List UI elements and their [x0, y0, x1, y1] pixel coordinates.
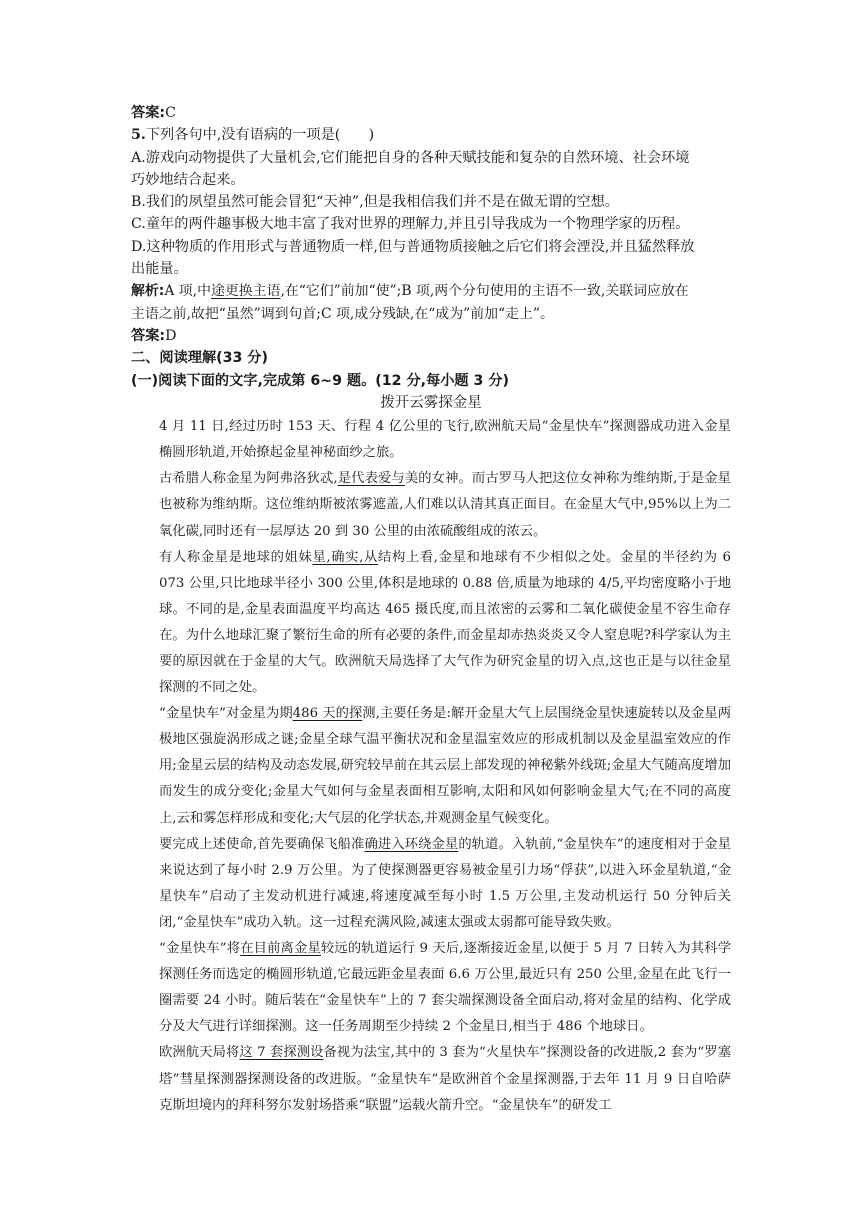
passage-body: [131, 414, 731, 1119]
option-c: C.童年的两件趣事极大地丰富了我对世界的理解力,并且引导我成为一个物理学家的历程。: [131, 216, 690, 233]
answer-label: 答案:: [131, 105, 166, 121]
answer-line: [131, 102, 731, 124]
paragraph-text: 欧洲航天局将: [159, 1045, 240, 1061]
analysis-line-2: 主语之前,故把“虽然”调到句首;C 项,成分残缺,在“成为”前加“走上”。: [131, 305, 554, 322]
paragraph-text: “金星快车”对金星为期: [159, 706, 293, 722]
option-a-line-2: 巧妙地结合起来。: [131, 171, 245, 188]
analysis-text: A 项,中: [164, 283, 211, 300]
option-a-line-1: A.游戏向动物提供了大量机会,它们能把自身的各种天赋技能和复杂的自然环境、社会环境: [131, 149, 690, 166]
paragraph-text: 的轨道。入轨前,“金星快车”的速度相对于金星来说达到了每小时 2.9 万公里。为了使探测器更容易被金星引力场“俘获”,以进入环金星轨道,“金星快车”启动了主发动机进行减速,将速度减至每小时 1.5 万公里,主发动机运行 50 分钟后关闭,“金星快车”成功入轨。这一过程充满风险,减速太强或太弱都可能导致失败。: [159, 836, 731, 930]
paragraph-text: 美的女神。而古罗马人把这位女神称为维纳斯,于是金星也被称为维纳斯。这位维纳斯被浓雾遮盖,人们难以认清其真正面目。在金星大气中,95%以上为二氧化碳,同时还有一层厚达 20 到 30 公里的由浓硫酸组成的浓云。: [159, 471, 732, 539]
underlined-text: 这 7 套探测设: [239, 1045, 324, 1061]
question-stem: [131, 124, 731, 146]
paragraph-text: 要完成上述使命,首先要确保飞船准: [159, 836, 365, 852]
section-heading: 二、阅读理解(33 分): [131, 350, 268, 367]
passage-paragraph: [131, 1040, 731, 1118]
paragraph-text: 测,主要任务是:解开金星大气上层围绕金星快速旋转以及金星两极地区强旋涡形成之谜;金星全球气温平衡状况和金星温室效应的形成机制以及金星温室效应的作用;金星云层的结构及动态发展,研究较早前在其云层上部发现的神秘紫外线斑;金星大气随高度增加而发生的成分变化;金星大气如何与金星表面相互影响,太阳和风如何影响金星大气;在不同的高度上,云和雾怎样形成和变化;大气层的化学状态,并观测金星气候变化。: [159, 706, 731, 826]
passage-paragraph: [131, 936, 731, 1040]
underlined-text: 星,确实,从: [312, 549, 378, 565]
paragraph-text: 古希腊人称金星为阿弗洛狄忒,: [159, 471, 338, 487]
passage-paragraph: 4 月 11 日,经过历时 153 天、行程 4 亿公里的飞行,欧洲航天局“金星快车”探测器成功进入金星椭圆形轨道,开始撩起金星神秘面纱之旅。: [159, 419, 731, 461]
analysis-label: 解析:: [131, 283, 165, 300]
answer-line: [131, 325, 731, 347]
paragraph-text: 结构上看,金星和地球有不少相似之处。金星的半径约为 6 073 公里,只比地球半径小 300 公里,体积是地球的 0.88 倍,质量为地球的 4/5,平均密度略小于地球。不同的是,金星表面温度平均高达 465 摄氏度,而且浓密的云雾和二氧化碳使金星不容生命存在。为什么地球汇聚了繁衍生命的所有必要的条件,而金星却赤热炎炎又令人窒息呢?科学家认为主要的原因就在于金星的大气。欧洲航天局选择了大气作为研究金星的切入点,这也正是与以往金星探测的不同之处。: [159, 549, 731, 696]
paragraph-text: 较远的轨道运行 9 天后,逐渐接近金星,以便于 5 月 7 日转入为其科学探测任务而选定的椭圆形轨道,它最远距金星表面 6.6 万公里,最近只有 250 公里,金星在此飞行一圈需要 24 小时。随后装在“金星快车”上的 7 套尖端探测设备全面启动,将对金星的结构、化学成分及大气进行详细探测。这一任务周期至少持续 2 个金星日,相当于 486 个地球日。: [159, 941, 732, 1035]
paragraph-text: 备视为法宝,其中的 3 套为“火星快车”探测设备的改进版,2 套为“罗塞塔”彗星探测器探测设备的改进版。“金星快车”是欧洲首个金星探测器,于去年 11 月 9 日自哈萨克斯坦境内的拜科努尔发射场搭乘“联盟”运载火箭升空。“金星快车”的研发工: [159, 1045, 731, 1113]
paragraph-text: 有人称金星是地球的姐妹: [159, 549, 313, 565]
page-content: [131, 102, 731, 1119]
option-b: B.我们的夙望虽然可能会冒犯“天神”,但是我相信我们并不是在做无谓的空想。: [131, 194, 619, 211]
underlined-text: 是代表爱与: [337, 471, 405, 487]
question-number: 5.: [131, 127, 146, 144]
analysis-text: ,在“它们”前加“使”;B 项,两个分句使用的主语不一致,关联词应放在: [280, 283, 689, 300]
underlined-text: 在目前离金星: [240, 941, 321, 957]
option-d-line-2: 出能量。: [131, 261, 188, 278]
passage-paragraph: [131, 545, 731, 702]
passage-paragraph: [131, 466, 731, 544]
analysis-line-1: [131, 280, 731, 302]
answer-label: 答案:: [131, 327, 166, 344]
option-d-line-1: D.这种物质的作用形式与普通物质一样,但与普通物质接触之后它们将会湮没,并且猛然释放: [131, 238, 695, 255]
underlined-text: 确进入环绕金星: [364, 836, 459, 852]
question-text: 下列各句中,没有语病的一项是( ): [145, 127, 375, 144]
answer-value: D: [165, 327, 177, 344]
analysis-underlined: 途更换主语: [211, 283, 281, 300]
passage-paragraph: [131, 701, 731, 831]
passage-title: 拨开云雾探金星: [380, 394, 482, 411]
passage-paragraph: [131, 832, 731, 936]
answer-value: C: [165, 105, 176, 121]
underlined-text: 486 天的探: [292, 706, 363, 722]
subsection-heading: (一)阅读下面的文字,完成第 6~9 题。(12 分,每小题 3 分): [131, 372, 510, 389]
paragraph-text: “金星快车”将: [159, 941, 241, 957]
